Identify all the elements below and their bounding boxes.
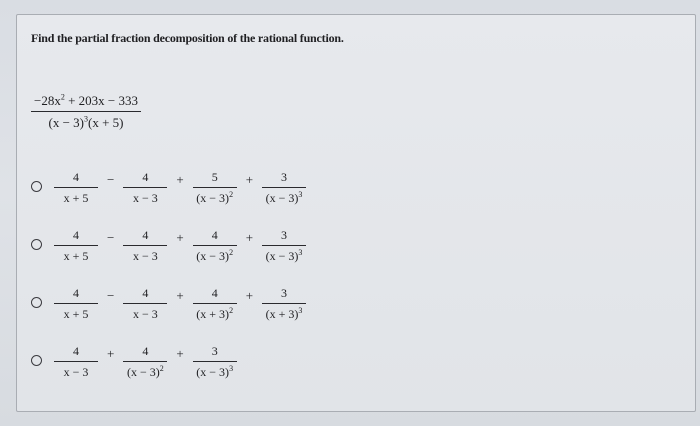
term-denominator: $(x - 3)^3$ (265, 190, 303, 205)
term-denominator: $(x + 3)^3$ (265, 306, 303, 321)
option-c-term-4 (258, 286, 310, 322)
term-denominator: $(x - 3)^2$ (126, 364, 164, 379)
term-numerator: 3 (262, 286, 306, 304)
term-denominator: $(x - 3)^2$ (196, 248, 234, 263)
term-denominator: $(x - 3)^3$ (196, 364, 234, 379)
operator-plus: + (107, 346, 115, 361)
operator-plus: + (245, 230, 254, 245)
rational-function (31, 93, 141, 131)
denominator-factor-2: (x + 5) (88, 115, 124, 130)
option-b-term-1 (50, 228, 102, 264)
operator-minus: − (107, 172, 115, 187)
operator-plus: + (245, 288, 254, 303)
term-denominator: x − 3 (63, 365, 89, 379)
denominator-exponent: 3 (84, 114, 88, 124)
operator-minus: − (107, 230, 115, 245)
numerator-rest: + 203x − 333 (64, 93, 139, 108)
option-d-term-1 (50, 344, 102, 380)
numerator-exponent: 2 (60, 92, 65, 102)
operator-plus: + (176, 346, 184, 361)
option-b-term-3 (189, 228, 241, 264)
term-numerator: 4 (54, 344, 98, 362)
term-denominator: x − 3 (132, 249, 158, 263)
function-denominator (46, 112, 127, 131)
option-d-term-3 (189, 344, 241, 380)
term-numerator: 4 (54, 170, 98, 188)
option-a-term-1 (50, 170, 102, 206)
operator-minus: − (107, 288, 115, 303)
operator-plus: + (176, 230, 184, 245)
option-c-term-3 (189, 286, 241, 322)
term-numerator: 3 (262, 170, 306, 188)
option-b-term-4 (258, 228, 310, 264)
term-numerator: 4 (123, 286, 167, 304)
term-denominator: x + 5 (63, 191, 89, 205)
option-b-term-2 (119, 228, 171, 264)
operator-plus: + (176, 172, 184, 187)
answer-option-b[interactable] (31, 223, 310, 263)
operator-plus: + (176, 288, 184, 303)
radio-button-a[interactable] (31, 181, 42, 192)
term-numerator: 4 (54, 286, 98, 304)
radio-button-c[interactable] (31, 297, 42, 308)
term-denominator: $(x - 3)^2$ (196, 190, 234, 205)
term-numerator: 4 (123, 170, 167, 188)
term-numerator: 4 (123, 228, 167, 246)
answer-option-d[interactable] (31, 339, 241, 379)
option-a-term-3 (189, 170, 241, 206)
term-numerator: 3 (193, 344, 237, 362)
term-denominator: $(x - 3)^3$ (265, 248, 303, 263)
radio-button-d[interactable] (31, 355, 42, 366)
function-numerator (31, 93, 141, 112)
option-a-term-2 (119, 170, 171, 206)
question-panel (16, 14, 696, 412)
operator-plus: + (245, 172, 254, 187)
option-c-term-1 (50, 286, 102, 322)
term-denominator: x + 5 (63, 249, 89, 263)
term-numerator: 4 (193, 286, 237, 304)
question-text: Find the partial fraction decomposition of the rational function. (31, 31, 344, 45)
term-numerator: 5 (193, 170, 237, 188)
term-numerator: 4 (54, 228, 98, 246)
radio-button-b[interactable] (31, 239, 42, 250)
answer-option-a[interactable] (31, 165, 310, 205)
answer-option-c[interactable] (31, 281, 310, 321)
option-a-term-4 (258, 170, 310, 206)
term-numerator: 4 (193, 228, 237, 246)
term-denominator: $(x + 3)^2$ (196, 306, 234, 321)
option-c-term-2 (119, 286, 171, 322)
term-denominator: x + 5 (63, 307, 89, 321)
term-numerator: 4 (123, 344, 167, 362)
term-denominator: x − 3 (132, 191, 158, 205)
term-denominator: x − 3 (132, 307, 158, 321)
term-numerator: 3 (262, 228, 306, 246)
option-d-term-2 (119, 344, 171, 380)
denominator-factor-1: (x − 3) (48, 115, 84, 130)
numerator-lead-term: −28x (34, 93, 61, 108)
